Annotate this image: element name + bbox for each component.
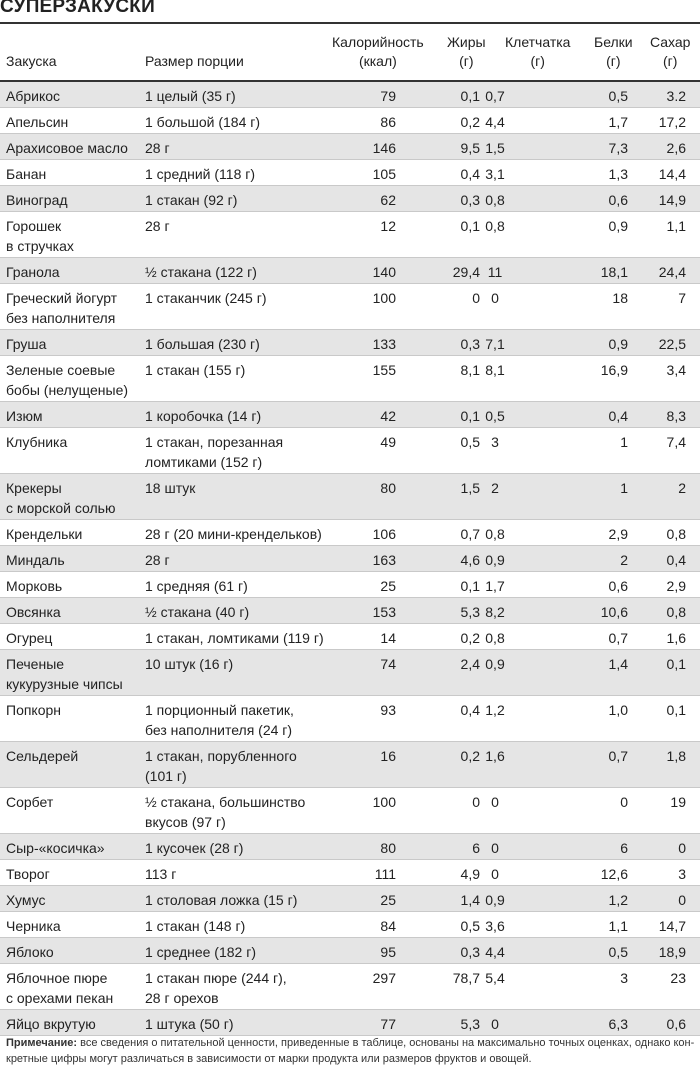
portion-cell: 1 стакан (92 г) (145, 192, 238, 208)
fat-cell: 5,3 (460, 1016, 480, 1032)
portion-cell: 28 г (145, 218, 170, 234)
sugar-cell: 2,6 (666, 140, 686, 156)
protein-cell: 18,1 (600, 264, 628, 280)
portion-cell: 1 большой (184 г) (145, 114, 261, 130)
calories-cell: 14 (380, 630, 396, 646)
calories-cell: 95 (380, 944, 396, 960)
snack-name-cell: Абрикос (6, 88, 61, 104)
portion-cell: ½ стакана (40 г) (145, 604, 250, 620)
table-row (0, 330, 700, 356)
calories-cell: 74 (380, 656, 396, 672)
fat-cell: 0,5 (460, 918, 480, 934)
table-row (0, 938, 700, 964)
sugar-cell: 23 (670, 970, 686, 986)
snack-name-cell: Огурец (6, 630, 53, 646)
portion-cell: 1 средний (118 г) (145, 166, 256, 182)
calories-cell: 77 (380, 1016, 396, 1032)
fat-cell: 0,3 (460, 336, 480, 352)
protein-cell: 0,4 (608, 408, 628, 424)
fat-cell: 0,1 (460, 578, 480, 594)
calories-cell: 100 (372, 290, 396, 306)
snack-name-cell: Апельсин (6, 114, 69, 130)
header-fiber: Клетчатка (г) (505, 34, 571, 69)
sugar-cell: 7,4 (666, 434, 686, 450)
fat-cell: 0,4 (460, 166, 480, 182)
fiber-cell: 3 (491, 434, 499, 450)
fat-cell: 0 (472, 290, 480, 306)
calories-cell: 153 (372, 604, 396, 620)
calories-cell: 62 (380, 192, 396, 208)
portion-cell: 113 г (145, 866, 177, 882)
portion-cell: 1 столовая ложка (15 г) (145, 892, 298, 908)
sugar-cell: 14,4 (658, 166, 686, 182)
table-row (0, 258, 700, 284)
snack-name-cell: Черника (6, 918, 61, 934)
snack-name-cell: Банан (6, 166, 47, 182)
fiber-cell: 5,4 (485, 970, 505, 986)
protein-cell: 18 (612, 290, 628, 306)
fiber-cell: 1,6 (485, 748, 505, 764)
fat-cell: 0,7 (460, 526, 480, 542)
table-row (0, 860, 700, 886)
protein-cell: 1,2 (608, 892, 628, 908)
snack-name-cell: Сорбет (6, 794, 54, 810)
portion-cell: 28 г (145, 140, 170, 156)
sugar-cell: 17,2 (658, 114, 686, 130)
sugar-cell: 0 (678, 892, 686, 908)
protein-cell: 7,3 (608, 140, 628, 156)
footnote-text: все сведения о питательной ценности, приведенные в таблице, основаны на максимально точных оценках, однако кон-кретные цифры могут различаться в зависимости от марки продукта или размеров фруктов и овощей. (6, 1037, 695, 1065)
sugar-cell: 0,8 (666, 604, 686, 620)
footnote (6, 1035, 696, 1067)
fat-cell: 9,5 (460, 140, 480, 156)
table-row (0, 912, 700, 938)
portion-cell: 1 стаканчик (245 г) (145, 290, 267, 306)
header-snack: Закуска (6, 53, 57, 69)
protein-cell: 1,0 (608, 702, 628, 718)
table-row (0, 402, 700, 428)
protein-cell: 1 (620, 480, 628, 496)
calories-cell: 100 (372, 794, 396, 810)
table-row (0, 598, 700, 624)
calories-cell: 93 (380, 702, 396, 718)
fat-cell: 0,2 (460, 630, 480, 646)
snack-name-cell: Печеные кукурузные чипсы (6, 656, 123, 692)
sugar-cell: 22,5 (658, 336, 686, 352)
fat-cell: 0,1 (460, 218, 480, 234)
fat-cell: 29,4 (452, 264, 480, 280)
calories-cell: 86 (380, 114, 396, 130)
portion-cell: ½ стакана (122 г) (145, 264, 257, 280)
table-header (0, 24, 700, 82)
snack-name-cell: Сельдерей (6, 748, 79, 764)
protein-cell: 0,5 (608, 944, 628, 960)
sugar-cell: 14,7 (658, 918, 686, 934)
sugar-cell: 1,1 (666, 218, 686, 234)
fiber-cell: 3,6 (485, 918, 505, 934)
calories-cell: 42 (380, 408, 396, 424)
fiber-cell: 2 (491, 480, 499, 496)
header-protein: Белки (г) (594, 34, 633, 69)
calories-cell: 25 (380, 892, 396, 908)
calories-cell: 297 (372, 970, 396, 986)
header-fat: Жиры (г) (447, 34, 486, 69)
sugar-cell: 0,4 (666, 552, 686, 568)
sugar-cell: 2,9 (666, 578, 686, 594)
calories-cell: 105 (372, 166, 396, 182)
snack-name-cell: Крекеры с морской солью (6, 480, 116, 516)
table-row (0, 82, 700, 108)
fiber-cell: 11 (487, 264, 503, 280)
fiber-cell: 0 (491, 794, 499, 810)
snack-name-cell: Виноград (6, 192, 68, 208)
snack-name-cell: Изюм (6, 408, 43, 424)
header-calories: Калорийность (ккал) (332, 34, 424, 69)
table-row (0, 886, 700, 912)
fiber-cell: 0,5 (485, 408, 505, 424)
snack-name-cell: Клубника (6, 434, 68, 450)
protein-cell: 0,9 (608, 336, 628, 352)
sugar-cell: 0,1 (666, 702, 686, 718)
table-row (0, 696, 700, 742)
fiber-cell: 3,1 (485, 166, 505, 182)
fat-cell: 0,3 (460, 192, 480, 208)
fiber-cell: 0,9 (485, 656, 505, 672)
fiber-cell: 8,1 (485, 362, 505, 378)
table-row (0, 650, 700, 696)
table-row (0, 134, 700, 160)
fiber-cell: 0,8 (485, 218, 505, 234)
protein-cell: 0,9 (608, 218, 628, 234)
fiber-cell: 4,4 (485, 944, 505, 960)
snack-name-cell: Морковь (6, 578, 63, 594)
table-row (0, 964, 700, 1010)
calories-cell: 12 (380, 218, 396, 234)
snacks-table (0, 24, 700, 1036)
snack-name-cell: Яблоко (6, 944, 54, 960)
snack-name-cell: Хумус (6, 892, 46, 908)
sugar-cell: 18,9 (658, 944, 686, 960)
portion-cell: 1 стакан пюре (244 г), 28 г орехов (145, 970, 287, 1006)
protein-cell: 0,6 (608, 192, 628, 208)
portion-cell: 1 целый (35 г) (145, 88, 236, 104)
sugar-cell: 3 (678, 866, 686, 882)
fat-cell: 0,4 (460, 702, 480, 718)
portion-cell: 1 средняя (61 г) (145, 578, 248, 594)
portion-cell: 28 г (145, 552, 170, 568)
table-row (0, 624, 700, 650)
protein-cell: 1 (620, 434, 628, 450)
calories-cell: 25 (380, 578, 396, 594)
portion-cell: 1 порционный пакетик, без наполнителя (24 г) (145, 702, 294, 738)
fiber-cell: 0 (491, 1016, 499, 1032)
snack-name-cell: Горошек в стручках (6, 218, 74, 254)
calories-cell: 49 (380, 434, 396, 450)
sugar-cell: 0,1 (666, 656, 686, 672)
protein-cell: 0,7 (608, 630, 628, 646)
fat-cell: 0,1 (460, 408, 480, 424)
table-row (0, 834, 700, 860)
protein-cell: 6 (620, 840, 628, 856)
protein-cell: 1,7 (608, 114, 628, 130)
fiber-cell: 1,7 (485, 578, 505, 594)
table-row (0, 284, 700, 330)
portion-cell: 1 стакан, порезанная ломтиками (152 г) (145, 434, 284, 470)
snack-name-cell: Арахисовое масло (6, 140, 128, 156)
portion-cell: 1 кусочек (28 г) (145, 840, 244, 856)
protein-cell: 0,5 (608, 88, 628, 104)
fat-cell: 4,6 (460, 552, 480, 568)
protein-cell: 16,9 (600, 362, 628, 378)
fiber-cell: 0 (491, 866, 499, 882)
calories-cell: 79 (380, 88, 396, 104)
fat-cell: 1,4 (460, 892, 480, 908)
calories-cell: 155 (372, 362, 396, 378)
snack-name-cell: Крендельки (6, 526, 83, 542)
protein-cell: 6,3 (608, 1016, 628, 1032)
fiber-cell: 0,8 (485, 526, 505, 542)
protein-cell: 2,9 (608, 526, 628, 542)
page-title: СУПЕРЗАКУСКИ (0, 0, 155, 17)
fiber-cell: 7,1 (485, 336, 505, 352)
calories-cell: 84 (380, 918, 396, 934)
fiber-cell: 1,2 (485, 702, 505, 718)
portion-cell: 1 коробочка (14 г) (145, 408, 262, 424)
protein-cell: 10,6 (600, 604, 628, 620)
protein-cell: 3 (620, 970, 628, 986)
header-sugar: Сахар (г) (650, 34, 691, 69)
footnote-label: Примечание: (6, 1037, 78, 1049)
sugar-cell: 14,9 (658, 192, 686, 208)
sugar-cell: 0,6 (666, 1016, 686, 1032)
portion-cell: 1 среднее (182 г) (145, 944, 256, 960)
snack-name-cell: Яйцо вкрутую (6, 1016, 96, 1032)
fat-cell: 2,4 (460, 656, 480, 672)
calories-cell: 80 (380, 840, 396, 856)
calories-cell: 106 (372, 526, 396, 542)
sugar-cell: 7 (678, 290, 686, 306)
snack-name-cell: Творог (6, 866, 50, 882)
calories-cell: 140 (372, 264, 396, 280)
fiber-cell: 8,2 (485, 604, 505, 620)
calories-cell: 111 (374, 866, 396, 882)
calories-cell: 133 (372, 336, 396, 352)
table-row (0, 356, 700, 402)
portion-cell: 28 г (20 мини-крендельков) (145, 526, 322, 542)
protein-cell: 1,3 (608, 166, 628, 182)
protein-cell: 0,7 (608, 748, 628, 764)
table-row (0, 428, 700, 474)
fiber-cell: 0,9 (485, 552, 505, 568)
sugar-cell: 2 (678, 480, 686, 496)
protein-cell: 1,4 (608, 656, 628, 672)
snack-name-cell: Греческий йогурт без наполнителя (6, 290, 118, 326)
sugar-cell: 24,4 (658, 264, 686, 280)
sugar-cell: 1,6 (666, 630, 686, 646)
portion-cell: 1 большая (230 г) (145, 336, 260, 352)
table-row (0, 742, 700, 788)
sugar-cell: 8,3 (666, 408, 686, 424)
protein-cell: 0,6 (608, 578, 628, 594)
protein-cell: 0 (620, 794, 628, 810)
fiber-cell: 0 (491, 290, 499, 306)
sugar-cell: 0 (678, 840, 686, 856)
snack-name-cell: Миндаль (6, 552, 65, 568)
portion-cell: ½ стакана, большинство вкусов (97 г) (145, 794, 306, 830)
table-row (0, 160, 700, 186)
fat-cell: 1,5 (460, 480, 480, 496)
sugar-cell: 0,8 (666, 526, 686, 542)
protein-cell: 1,1 (608, 918, 628, 934)
snack-name-cell: Овсянка (6, 604, 61, 620)
snack-name-cell: Яблочное пюре с орехами пекан (6, 970, 114, 1006)
header-portion: Размер порции (145, 53, 244, 69)
table-row (0, 474, 700, 520)
fat-cell: 0,2 (460, 114, 480, 130)
table-row (0, 212, 700, 258)
table-row (0, 520, 700, 546)
portion-cell: 1 стакан (155 г) (145, 362, 246, 378)
sugar-cell: 19 (670, 794, 686, 810)
table-row (0, 788, 700, 834)
portion-cell: 1 стакан, ломтиками (119 г) (145, 630, 324, 646)
table-row (0, 546, 700, 572)
portion-cell: 1 стакан (148 г) (145, 918, 246, 934)
fat-cell: 0,5 (460, 434, 480, 450)
table-row (0, 108, 700, 134)
fiber-cell: 0,8 (485, 192, 505, 208)
portion-cell: 1 штука (50 г) (145, 1016, 234, 1032)
sugar-cell: 1,8 (666, 748, 686, 764)
fat-cell: 6 (472, 840, 480, 856)
table-row (0, 186, 700, 212)
fiber-cell: 0,8 (485, 630, 505, 646)
snack-name-cell: Гранола (6, 264, 60, 280)
fat-cell: 0,3 (460, 944, 480, 960)
table-row (0, 572, 700, 598)
portion-cell: 18 штук (145, 480, 196, 496)
calories-cell: 16 (380, 748, 396, 764)
protein-cell: 2 (620, 552, 628, 568)
fat-cell: 0,2 (460, 748, 480, 764)
fiber-cell: 0 (491, 840, 499, 856)
table-body (0, 82, 700, 1036)
fiber-cell: 4,4 (485, 114, 505, 130)
sugar-cell: 3.2 (666, 88, 686, 104)
fat-cell: 78,7 (452, 970, 480, 986)
snack-name-cell: Сыр-«косичка» (6, 840, 105, 856)
fat-cell: 5,3 (460, 604, 480, 620)
fiber-cell: 0,7 (485, 88, 505, 104)
fat-cell: 0,1 (460, 88, 480, 104)
portion-cell: 1 стакан, порубленного (101 г) (145, 748, 297, 784)
fat-cell: 8,1 (460, 362, 480, 378)
table-row (0, 1010, 700, 1036)
fiber-cell: 0,9 (485, 892, 505, 908)
fat-cell: 4,9 (460, 866, 480, 882)
snack-name-cell: Зеленые соевые бобы (нелущеные) (6, 362, 129, 398)
portion-cell: 10 штук (16 г) (145, 656, 234, 672)
calories-cell: 146 (372, 140, 396, 156)
sugar-cell: 3,4 (666, 362, 686, 378)
snack-name-cell: Груша (6, 336, 47, 352)
calories-cell: 80 (380, 480, 396, 496)
calories-cell: 163 (372, 552, 396, 568)
fiber-cell: 1,5 (485, 140, 505, 156)
fat-cell: 0 (472, 794, 480, 810)
protein-cell: 12,6 (600, 866, 628, 882)
snack-name-cell: Попкорн (6, 702, 62, 718)
